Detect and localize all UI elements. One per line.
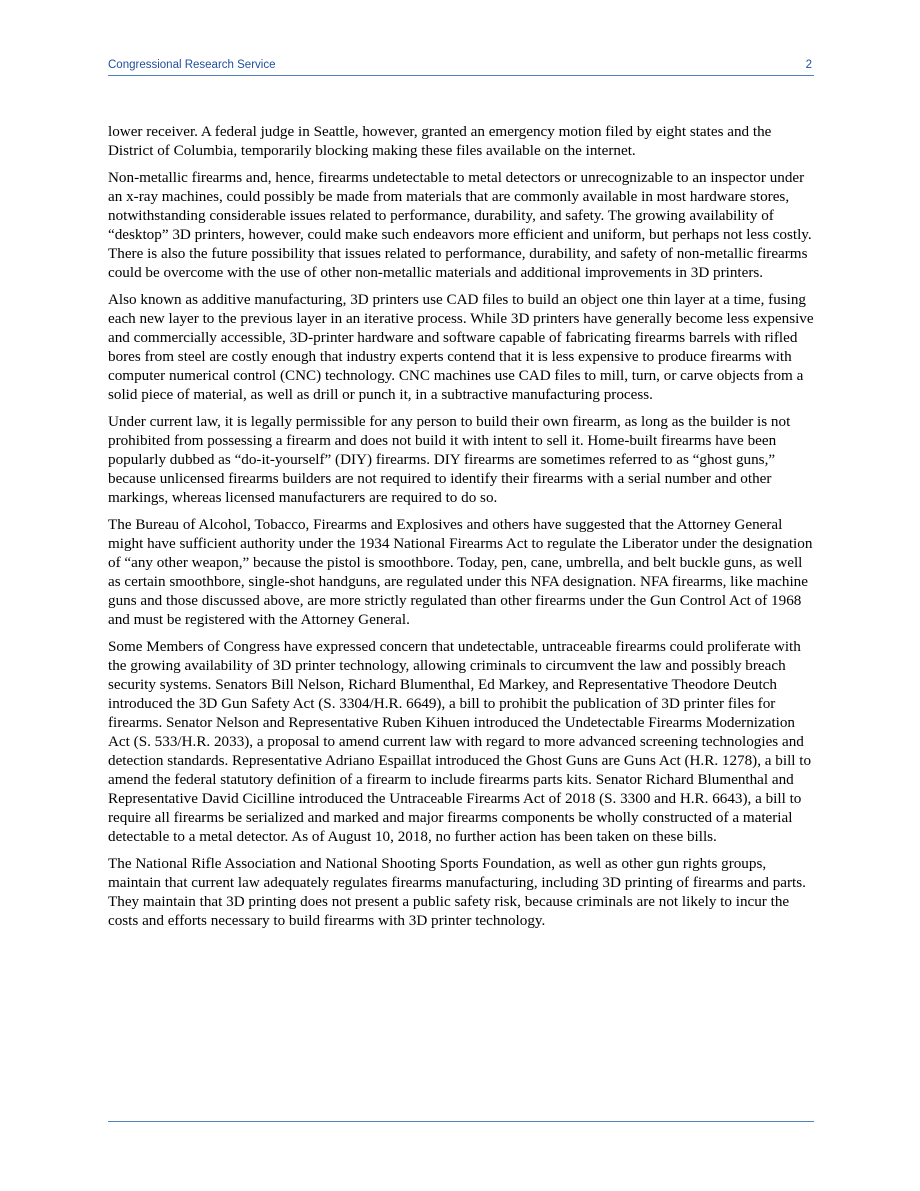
paragraph: The National Rifle Association and National Shooting Sports Foundation, as well as other gun rights groups, maintain that current law adequately regulates firearms manufacturing, including 3D printing of firearms and parts. They maintain that 3D printing does not present a public safety risk, because criminals are not likely to incur the costs and efforts necessary to build firearms with 3D printer technology. bbox=[108, 855, 806, 929]
paragraph: Also known as additive manufacturing, 3D printers use CAD files to build an object one thin layer at a time, fusing each new layer to the previous layer in an iterative process. While 3D printers have generally become less expensive and commercially accessible, 3D-printer hardware and software capable of fabricating firearms barrels with rifled bores from steel are costly enough that industry experts contend that it is less expensive to produce firearms with computer numerical control (CNC) technology. CNC machines use CAD files to mill, turn, or carve objects from a solid piece of material, as well as drill or punch it, in a subtractive manufacturing process. bbox=[108, 291, 814, 403]
paragraph: Under current law, it is legally permissible for any person to build their own firearm, as long as the builder is not prohibited from possessing a firearm and does not build it with intent to sell it. Home-built firearms have been popularly dubbed as “do-it-yourself” (DIY) firearms. DIY firearms are sometimes referred to as “ghost guns,” because unlicensed firearms builders are not required to identify their firearms with a serial number and other markings, whereas licensed manufacturers are required to do so. bbox=[108, 413, 791, 506]
paragraph: Non-metallic firearms and, hence, firearms undetectable to metal detectors or unrecognizable to an inspector under an x-ray machines, could possibly be made from materials that are commonly available in most hardware stores, notwithstanding considerable issues related to performance, durability, and safety. The growing availability of “desktop” 3D printers, however, could make such endeavors more efficient and uniform, but perhaps not less costly. There is also the future possibility that issues related to performance, durability, and safety of non-metallic firearms could be overcome with the use of other non-metallic materials and additional improvements in 3D printers. bbox=[108, 169, 812, 281]
paragraph: Some Members of Congress have expressed concern that undetectable, untraceable firearms could proliferate with the growing availability of 3D printer technology, allowing criminals to circumvent the law and possibly breach security systems. Senators Bill Nelson, Richard Blumenthal, Ed Markey, and Representative Theodore Deutch introduced the 3D Gun Safety Act (S. 3304/H.R. 6649), a bill to prohibit the publication of 3D printer files for firearms. Senator Nelson and Representative Ruben Kihuen introduced the Undetectable Firearms Modernization Act (S. 533/H.R. 2033), a proposal to amend current law with regard to more advanced screening technologies and detection standards. Representative Adriano Espaillat introduced the Ghost Guns are Guns Act (H.R. 1278), a bill to amend the federal statutory definition of a firearm to include firearms parts kits. Senator Richard Blumenthal and Representative David Cicilline introduced the Untraceable Firearms Act of 2018 (S. 3300 and H.R. 6643), a bill to require all firearms be serialized and marked and major firearms components be wholly constructed of a material detectable to a metal detector. As of August 10, 2018, no further action has been taken on these bills. bbox=[108, 638, 812, 845]
page-header bbox=[108, 57, 814, 76]
document-body bbox=[108, 122, 814, 938]
paragraph: The Bureau of Alcohol, Tobacco, Firearms and Explosives and others have suggested that the Attorney General might have sufficient authority under the 1934 National Firearms Act to regulate the Liberator under the designation of “any other weapon,” because the pistol is smoothbore. Today, pen, cane, umbrella, and belt buckle guns, as well as certain smoothbore, single-shot handguns, are regulated under this NFA designation. NFA firearms, like machine guns and those discussed above, are more strictly regulated than other firearms under the Gun Control Act of 1968 and must be registered with the Attorney General. bbox=[108, 516, 813, 628]
paragraph: lower receiver. A federal judge in Seattle, however, granted an emergency motion filed by eight states and the District of Columbia, temporarily blocking making these files available on the internet. bbox=[108, 123, 772, 159]
organization-name: Congressional Research Service bbox=[108, 59, 276, 71]
page-number: 2 bbox=[805, 59, 812, 71]
footer-divider bbox=[108, 1121, 814, 1122]
